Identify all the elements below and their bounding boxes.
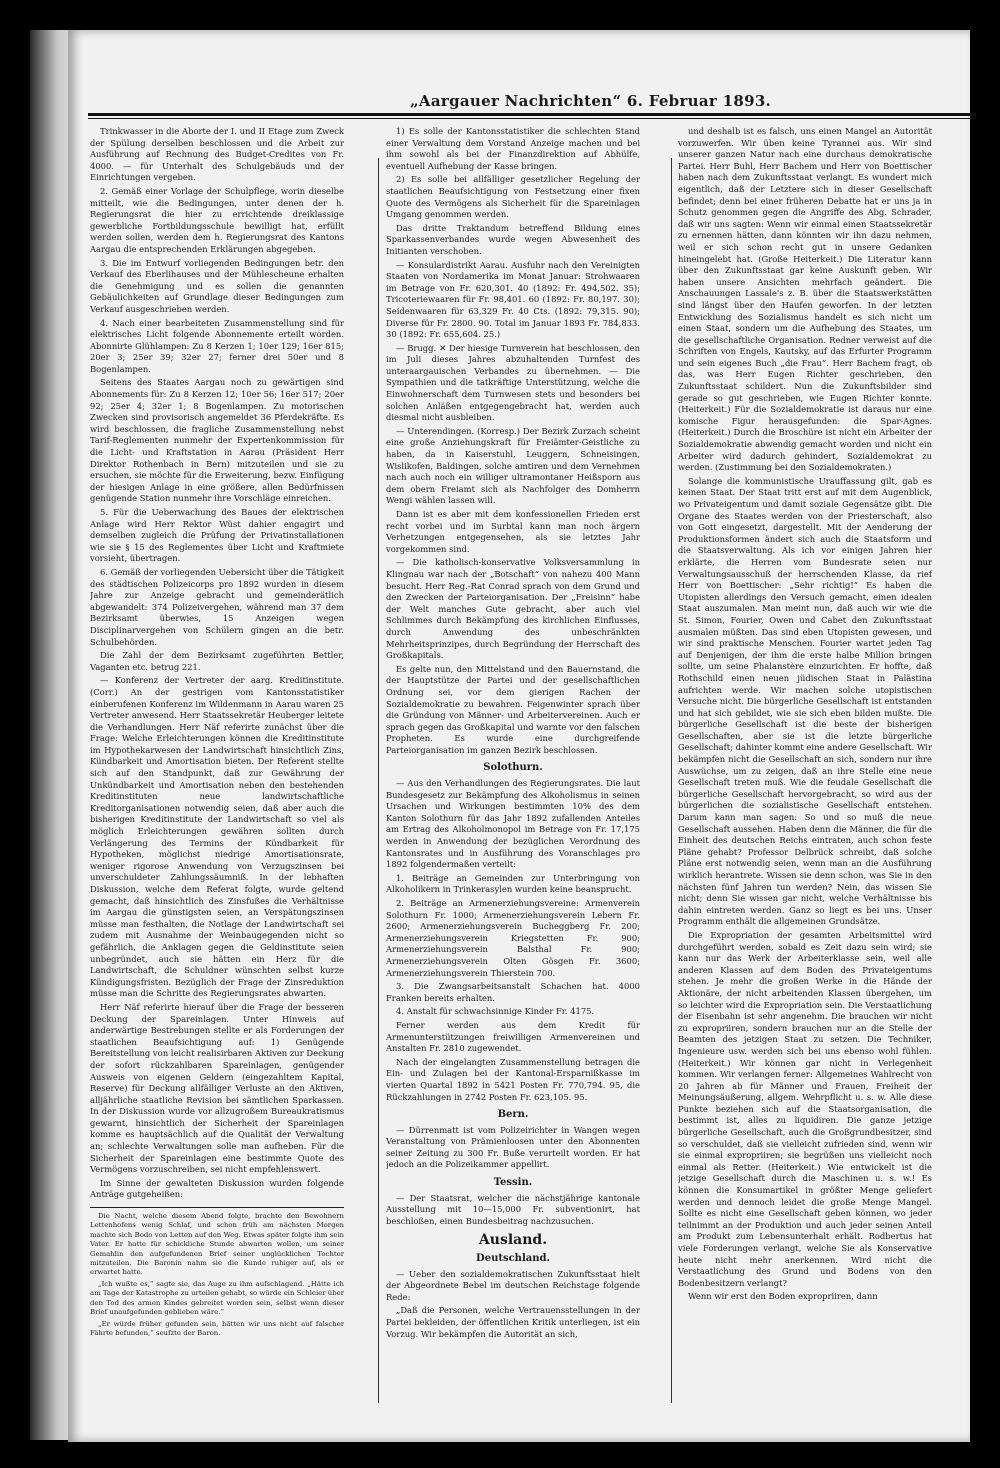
book-binding (30, 30, 70, 1440)
column-left (90, 126, 344, 1402)
header-rule-thin (88, 118, 976, 119)
heading-bern: Bern. (497, 1109, 529, 1121)
article-paragraph: Seitens des Staates Aargau noch zu gewärtigen sind Abonnements für: Zu 8 Kerzen 12; 10er 56; 16er 517; 20er 92; 25er 4; 32er 1; 8 Bogenlampen. Zu motorischen Zwecken sind provisorisch angemeldet 36 Pferdekräfte. Es wird beschlossen, die fragliche Zusammenstellung nebst Tarif-Reglementen nunmehr der Expertenkommission für die Licht- und Kraftstation in Aarau (Präsident Herr Direktor Rothenbach in Bern) mitzuteilen und sie zu ersuchen, sie möchte für die Erweiterung, bezw. Einfügung der hiesigen Anlage in eine größere, allen Bedürfnissen genügende Station nunmehr ihre Vorschläge einreichen. (90, 377, 344, 504)
header-rule (88, 113, 976, 116)
article-paragraph: 2. Gemäß einer Vorlage der Schulpflege, worin dieselbe mitteilt, wie die Bedingungen, unter denen der h. Regierungsrat die hier zu errichtende dreiklassige gewerbliche Fortbildungsschule bewilligt hat, erfüllt werden sollen, werden dem h. Regierungsrat des Kantons Aargau die entsprechenden Erklärungen abgegeben. (90, 185, 344, 254)
article-paragraph: „Daß die Personen, welche Vertrauensstellungen in der Partei bekleiden, der öffentlichen Kritik unterliegen, ist ein Vorzug. Wir bekämpfen die Autorität an sich, (386, 1305, 640, 1339)
article-paragraph: 1) Es solle der Kantonsstatistiker die schlechten Stand einer Verwaltung dem Vorstand Anzeige machen und bei ihm sowohl als bei der Finanzdirektion auf Abhülfe, eventuell Aufhebung der Kasse bringen. (386, 126, 640, 171)
article-paragraph: Ferner werden aus dem Kredit für Armenunterstützungen freiwilligen Armenvereinen und Anstalten Fr. 2810 zugewendet. (386, 1019, 640, 1054)
article-paragraph: Herr Näf referirte hierauf über die Frage der besseren Deckung der Spareinlagen. Unter Hinweis auf anderwärtige Bestrebungen stellte er als Forderungen der staatlichen Beaufsichtigung auf: 1) Genügende Bereitstellung von leicht realisirbaren Aktiven zur Deckung der sofort rückzahlbaren Spareinlagen, genügender Ausweis von eigenen Geldern (eingezahltem Kapital, Reserve) für Deckung allfälliger Verluste an den Aktiven, alljährliche staatliche Revision bei sämtlichen Sparkassen. In der Diskussion wurde vor allzugroßem Bureaukratismus gewarnt, hinsichtlich der Sicherheit der Spareinlagen komme es hauptsächlich auf die Qualität der Verwaltung an; schlechte Verwaltungen solle man aufheben. Für die Sicherheit der Spareinlagen eine bestimmte Quote des Vermögens vorzuschreiben, sei nicht empfehlenswert. (90, 1001, 344, 1175)
article-paragraph: — Brugg. ✕ Der hiesige Turnverein hat beschlossen, den im Juli dieses Jahres abzuhaltenden Turnfest des unteraargauischen Verbandes zu übernehmen. — Die Sympathien und die tatkräftige Unterstützung, welche die Einwohnerschaft dem Turnwesen stets und besonders bei solchen Anläßen entgegengebracht hat, werden auch diesmal nicht ausbleiben. (386, 342, 640, 423)
heading-tessin: Tessin. (493, 1177, 533, 1189)
article-paragraph: 1. Beiträge an Gemeinden zur Unterbringung von Alkoholikern in Trinkerasylen wurden keine beansprucht. (386, 872, 640, 895)
tessin-section (386, 1193, 640, 1228)
article-paragraph: Trinkwasser in die Aborte der I. und II Etage zum Zweck der Spülung derselben beschlossen und die Arbeit zur Ausführung auf Rechnung des Budget-Credites von Fr. 4000. — für Unterhalt des Schulgebäuds und der Einrichtungen vergeben. (90, 126, 344, 183)
article-paragraph: — Unterendingen. (Korresp.) Der Bezirk Zurzach scheint eine große Anziehungskraft für Freiämter-Geistliche zu haben, da in Kaiserstuhl, Leuggern, Schneisingen, Wislikofen, Baldingen, solche amtiren und dem Vernehmen nach auch noch ein williger ultramontaner Heißsporn aus dem obern Freiamt sich als Nachfolger des Domherrn Wengi wählen lassen will. (386, 425, 640, 506)
column-middle (386, 126, 640, 1402)
feuilleton-footnote (90, 1207, 344, 1338)
article-paragraph: 3. Die im Entwurf vorliegenden Bedingungen betr. den Verkauf des Eberlihauses und der Mühlescheune erhalten die Genehmigung und es sollen die genannten Gebäulichkeiten auf Grundlage dieser Bedingungen zum Verkauf ausgeschrieben werden. (90, 257, 344, 314)
column-right-body (678, 126, 932, 1303)
article-paragraph: — Der Staatsrat, welcher die nächstjährige kantonale Ausstellung mit 10—15,000 Fr. subventionirt, hat beschloßen, einen Bundesbeitrag nachzusuchen. (386, 1192, 640, 1226)
deutschland-section (386, 1269, 640, 1341)
article-paragraph: und deshalb ist es falsch, uns einen Mangel an Autorität vorzuwerfen. Wir üben keine Tyrannei aus. Wir sind unserer ganzen Natur nach eine durchaus demokratische Partei. Herr Buhl, Herr Bachem und Herr von Boettischer haben nach dem Zukunftsstaat verlangt. Es wundert mich eigentlich, daß der Letztere sich in dieser Gesellschaft befindet; denn bei einer früheren Debatte hat er uns ja in Schutz genommen gegen die Angriffe des Abg. Schrader, daß wir uns sagten: Wenn wir einmal einen Staatssekretär zu ernennen hätten, dann könnten wir ihn dazu nehmen, weil er sich schon recht gut in unsere Gedanken hineingelebt hat. (Große Heiterkeit.) Die Literatur kann über den Zukunftsstaat gar keine Auskunft geben. Wir haben unsere Ansichten mehrfach geändert. Die Anschauungen Lassale's z. B. über die Staatswerkstätten sind längst über den Haufen geworfen. In der letzten Entwicklung des Sozialismus handelt es sich nicht um einen Staat, sondern um die Aufhebung des Staates, um die gesellschaftliche Organisation. Redner verweist auf die Schriften von Engels, Kautsky, auf das Erfurter Programm und sein eigenes Buch „die Frau“. Herr Bachem fragt, ob das, was Herr Eugen Richter geschrieben, den Zukunftsstaat schildert. Nun die Zukunftsbilder sind gerade so gut geschrieben, wie Eugen Richter konnte. (Heiterkeit.) Für die Sozialdemokratie ist daraus nur eine komische Figur herausgefunden: die Spar-Agnes. (Heiterkeit.) Durch die Broschüre ist nicht ein Arbeiter der Sozialdemokratie abwendig gemacht worden und nicht ein Arbeiter wird dadurch gehindert, Sozialdemokrat zu werden. (Zustimmung bei den Sozialdemokraten.) (678, 126, 932, 473)
article-paragraph: — Die katholisch-konservative Volksversammlung in Klingnau war nach der „Botschaft“ von nahezu 400 Mann besucht. Herr Reg.-Rat Conrad sprach von dem Grund und den Zwecken der Parteiorganisation. Der „Freisinn“ habe der Welt manches Gute gebracht, aber auch viel Schlimmes durch Bekämpfung des kirchlichen Einflusses, durch Anwendung des unbeschränkten Mehrheitsprinzipes, durch Begründung der Herrschaft des Großkapitals. (386, 557, 640, 661)
column-left-body (90, 126, 344, 1201)
footnote-paragraph: „Ich wußte es,“ sagte sie, das Auge zu ihm aufschlagend. „Hätte ich am Tage der Katastrophe zu urteilen gehabt, so würde ein Schleier über den Tod des armen Kindes gebreitet worden sein, selbst wenn dieser Brief unaufgefunden geblieben wäre.“ (90, 1279, 344, 1317)
article-paragraph: — Konferenz der Vertreter der aarg. Kreditinstitute. (Corr.) An der gestrigen vom Kantonsstatistiker einberufenen Konferenz im Wildenmann in Aarau waren 25 Vertreter anwesend. Herr Staatssekretär Heuberger leitete die Verhandlungen. Herr Näf referirte zunächst über die Frage: Welche Erleichterungen können die Kreditinstitute im Hypothekarwesen der Landwirtschaft hinsichtlich Zins, Kündbarkeit und Amortisation bieten. Der Referent stellte sich auf den Standpunkt, daß zur Gewährung der Unkündbarkeit und Amortisation neben den bestehenden Kreditinstituten neue landwirtschaftliche Kreditorganisationen notwendig seien, daß aber auch die bisherigen Kreditinstitute der Landwirtschaft so viel als möglich Erleichterungen gewähren sollten durch Verlängerung des Termins der Kündbarkeit für Hypotheken, möglichst niedrige Amortisationsrate, weniger rigorose Anwendung von Verzugszinsen bei unverschuldeter Zahlungssäumniß. In der lebhaften Diskussion, welche dem Referat folgte, wurde geltend gemacht, daß hinsichtlich des Zinsfußes die Verhältnisse im Aargau die günstigsten seien, an Verspätungszinsen müsse man festhalten, die Notlage der Landwirtschaft sei zudem mit Ausnahme der Weinbaugegenden nicht so gefährlich, die Anklagen gegen die Geldinstitute seien unbegründet, auch sie hätten ein Herz für die Landwirtschaft, die Schuldner wünschten selbst kurze Kündigungsfristen. Bezüglich der Frage der Zinsreduktion müsse man die Schritte des Regierungsrates abwarten. (90, 675, 344, 999)
article-paragraph: Im Sinne der gewalteten Diskussion wurden folgende Anträge gutgeheißen: (90, 1177, 344, 1200)
article-paragraph: 4. Anstalt für schwachsinnige Kinder Fr. 4175. (396, 1006, 595, 1017)
article-paragraph: Die Zahl der dem Bezirksamt zugeführten Bettler, Vaganten etc. betrug 221. (90, 650, 344, 672)
bern-section (386, 1125, 640, 1171)
heading-solothurn: Solothurn. (483, 762, 543, 774)
article-paragraph: Solange die kommunistische Urauffassung gilt, gab es keinen Staat. Der Staat tritt erst auf mit dem Augenblick, wo Privateigentum und damit soziale Gegensätze gibt. Die Organe des Staates werden von der Priesterschaft, also von Gott eingesetzt, dargestellt. Mit der Aenderung der Produktionsformen ändert sich auch die Staatsform und die Staatsverwaltung. Als ich vor einigen Jahren hier erklärte, die Herren vom Bundesrate seien nur Verwaltungsausschuß der herrschenden Klasse, da rief Herr von Boettischer: „Sehr richtig!“ Es haben die Utopisten allerdings den Versuch gemacht, einen idealen Staat auszumalen. Man meint nun, daß auch wir wie die St. Simon, Fourier, Owen und Cabet den Zukunftsstaat ausmalen müßten. Das sind eben Utopisten gewesen, und wir sind praktische Menschen. Fourier wartet jeden Tag auf Denjenigen, der ihm die erste halbe Million bringen sollte, um seine Phalanstère einzurichten. Er hoffte, daß Rothschild einen neuen jüdischen Staat in Palästina aufrichten werde. Wir machen solche utopistischen Versuche nicht. Die bürgerliche Gesellschaft ist entstanden und hat sich gebildet, wie sie sich eben bilden mußte. Die bürgerliche Gesellschaft ist die beste der bisherigen Gesellschaften, aber sie ist die letzte bürgerliche Gesellschaft; dahinter kommt eine andere Gesellschaft. Wir bekämpfen nicht die Gesellschaft an sich, sondern nur ihre Auswüchse, um zu zeigen, daß an ihre Stelle eine neue Gesellschaft treten muß. Wie die feudale Gesellschaft die bürgerliche Gesellschaft hervorgebracht, so wird aus der bürgerlichen die sozialistische Gesellschaft entstehen. Darum kann man sagen: So und so muß die neue Gesellschaft aussehen. Haben denn die Männer, die für die Einheit des deutschen Reichs eintraten, auch schon feste Pläne gehabt? Professor Delbrück schreibt, daß solche Pläne erst notwendig seien, wenn man an die Ausführung wirklich herantrete. Wissen sie denn schon, was Sie in den nächsten fünf Jahren tun werden? Nein, das wissen Sie nicht; denn Sie wissen gar nicht, welche Verhältnisse bis dahin eintreten werden. Ganz so liegt es bei uns. Unser Programm enthält die allgemeinen Grundsätze. (678, 475, 932, 927)
heading-ausland: Ausland. (478, 1232, 548, 1249)
column-divider (378, 158, 379, 1403)
running-head: „Aargauer Nachrichten“ 6. Februar 1893. (410, 92, 772, 110)
article-paragraph: — Dürrenmatt ist vom Polizeirichter in Wangen wegen Veranstaltung von Prämienloosen unter den Abonnenten seiner Zeitung zu 300 Fr. Buße verurteilt worden. Er hat jedoch an die Polizeikammer appellirt. (386, 1124, 640, 1170)
article-paragraph: Wenn wir erst den Boden expropriiren, dann (688, 1291, 878, 1302)
article-paragraph: 4. Nach einer bearbeiteten Zusammenstellung sind für elektrisches Licht folgende Abonnemente erteilt worden. Abonnirte Glühlampen: Zu 8 Kerzen 1; 10er 129; 16er 815; 20er 3; 25er 39; 32er 27; ferner drei 50er und 8 Bogenlampen. (90, 317, 344, 374)
footnote-paragraph: „Er würde früher gefunden sein, hätten wir uns nicht auf falscher Fährte befunden,“ seufzte der Baron. (90, 1319, 344, 1337)
column-middle-body (386, 126, 640, 756)
article-paragraph: — Konsulardistrikt Aarau. Ausfuhr nach den Vereinigten Staaten von Nordamerika im Monat Januar: Strohwaaren im Betrage von Fr. 620,301. 40 (1892: Fr. 494,502. 35); Tricoteriewaaren für Fr. 98,401. 60 (1892: Fr. 80,197. 30); Seidenwaaren für 63,329 Fr. 40 Cts. (1892: 79,315. 90); Diverse für Fr. 2800. 90. Total im Januar 1893 Fr. 784,833. 30 (1892: Fr. 655,604. 25.) (386, 259, 640, 340)
article-paragraph: Nach der eingelangten Zusammenstellung betragen die Ein- und Zulagen bei der Kantonal-Ersparnißkasse im vierten Quartal 1892 in 5421 Posten Fr. 770,794. 95, die Rückzahlungen in 2742 Posten Fr. 623,105. 95. (386, 1056, 640, 1102)
article-paragraph: Die Expropriation der gesamten Arbeitsmittel wird durchgeführt werden, sobald es Zeit dazu sein wird; sie kann nur das Werk der Arbeiterklasse sein, weil alle anderen Klassen auf dem Boden des Privateigentums stehen. Je mehr die großen Werke in die Hände der Aktionäre, der nicht arbeitenden Klassen übergehen, um so leichter wird die Expropriation sein. Die Verstaatlichung der Eisenbahn ist sehr angenehm. Die brauchen wir nicht zu expropriiren, sondern brauchen nur an die Stelle der Beamten des jetzigen Staat zu setzen. Die Techniker, Ingenieure usw. werden sich bei uns ebenso wohl fühlen. (Heiterkeit.) Wir können gar nicht in Verlegenheit kommen. Wir verlangen ferner: Allgemeines Wahlrecht von 20 Jahren ab für Männer und Frauen, Freiheit der Meinungsäußerung, allgem. Wehrpflicht u. s. w. Alle diese Punkte beziehen sich auf die Staatsorganisation, die bestimmt ist, alles zu liquidiren. Die ganze jetzige bürgerliche Gesellschaft, auch die Großgrundbesitzer, sind so verschuldet, daß sie vielleicht zufrieden sind, wenn wir sie einmal expropriiren; sie begrüßen uns vielleicht noch einmal als Retter. (Heiterkeit.) Wie entwickelt ist die jetzige Gesellschaft durch die Maschinen u. s. w.! Es können die Konsumartikel in größter Menge geliefert werden und dennoch leidet die große Menge Mangel. Sollte es nicht eine Gesellschaft geben können, wo jeder teilnimmt an der Produktion und auch jeder seinen Anteil am Produkt zum Lebensunterhalt erhält. Rodbertus hat viele Forderungen verlangt, welche Sie als Konservative heute nicht mehr anerkennen. Wird nicht die Verstaatlichung des Grund und Bodens von den Bodenbesitzern verlangt? (678, 929, 932, 1288)
article-paragraph: 6. Gemäß der vorliegenden Uebersicht über die Tätigkeit des städtischen Polizeicorps pro 1892 wurden in diesem Jahre zur Anzeige gebracht und gemeinderätlich abgewandelt: 374 Polizeivergehen, während man 37 dem Bezirksamt überwies, 15 Anzeigen wegen Disciplinarvergehen von Schülern gingen an die betr. Schulbehörden. (90, 566, 344, 647)
article-paragraph: Dann ist es aber mit dem konfessionellen Frieden erst recht vorbei und im Surbtal kann man noch ärgern Verhetzungen entgegensehen, als sie letztes Jahr vorgekommen sind. (386, 509, 640, 554)
article-paragraph: 5. Für die Ueberwachung des Baues der elektrischen Anlage wird Herr Rektor Wüst dahier engagirt und demselben zugleich die Prüfung der Privatinstallationen wie sie § 15 des Reglementes über Licht und Kraftmiete vorsieht, übertragen. (90, 507, 344, 564)
column-right (678, 126, 932, 1402)
heading-deutschland: Deutschland. (476, 1253, 550, 1265)
article-paragraph: — Aus den Verhandlungen des Regierungsrates. Die laut Bundesgesetz zur Bekämpfung des Alkoholismus in seinen Ursachen und Wirkungen bestimmten 10% des dem Kanton Solothurn für das Jahr 1892 zufallenden Anteiles am Ertrag des Alkoholmonopol im Betrage von Fr. 17,175 werden in Anwendung der bezüglichen Verordnung des Kantonsrates und in Ausführung des Voranschlages pro 1892 folgendermaßen verteilt: (386, 778, 640, 870)
article-paragraph: 2. Beiträge an Armenerziehungsvereine: Armenverein Solothurn Fr. 1000; Armenerziehungsverein Lebern Fr. 2600; Armenerziehungsverein Bucheggberg Fr. 200; Armenerziehungsverein Kriegstetten Fr. 900; Armenerziehungsverein Balsthal Fr. 900; Armenerziehungsverein Olten Gösgen Fr. 3600; Armenerziehungsverein Thierstein 700. (386, 898, 640, 978)
column-divider (671, 158, 672, 1403)
footnote-paragraph: Die Nacht, welche diesem Abend folgte, brachte den Bewohnern Lettenhofens wenig Schlaf, und schon früh am nächsten Morgen machte sich Bodo von Letten auf den Weg. Etwas später folgte ihm sein Vater. Er hatte für schickliche Stunde abwarten wollen, um seiner Gemahlin den aufgefundenen Brief seiner unglücklichen Tochter mitzuteilen. Die Baronin nahm sie die Kunde ruhiger auf, als er erwartet hatte. (90, 1212, 344, 1277)
article-paragraph: — Ueber den sozialdemokratischen Zukunftsstaat hielt der Abgeordnete Bebel im deutschen Reichstage folgende Rede: (386, 1268, 640, 1302)
article-paragraph: Es gelte nun, den Mittelstand und den Bauernstand, die der Hauptstütze der Partei und der gesellschaftlichen Ordnung sei, vor dem gierigen Rachen der Sozialdemokratie zu bewahren. Feigenwinter sprach über die Gründung von Männer- und Arbeitervereinen. Auch er sprach gegen das Großkapital und warnte vor den falschen Propheten. Es wurde eine durchgreifende Parteiorganisation im ganzen Bezirk beschlossen. (386, 663, 640, 755)
solothurn-section (386, 778, 640, 1103)
article-paragraph: 2) Es solle bei allfälliger gesetzlicher Regelung der staatlichen Beaufsichtigung von Festsetzung einer fixen Quote des Vermögens als Sicherheit für die Spareinlagen Umgang genommen werden. (386, 174, 640, 220)
article-paragraph: 3. Die Zwangsarbeitsanstalt Schachen hat. 4000 Franken bereits erhalten. (386, 981, 640, 1003)
article-paragraph: Das dritte Traktandum betreffend Bildung eines Sparkassenverbandes wurde wegen Abwesenheit des Initianten verschoben. (386, 222, 640, 256)
